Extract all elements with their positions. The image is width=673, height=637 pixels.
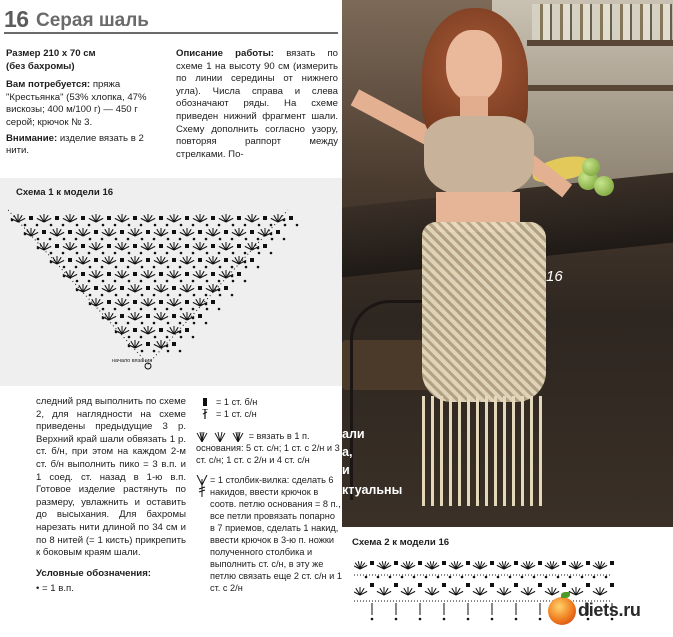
legend-fork: [196, 474, 342, 594]
legend-cluster: [196, 430, 342, 466]
attention-label: Внимание:: [6, 132, 58, 144]
legend-cluster-text: = вязать в 1 п. основания: 5 ст. с/н; 1 ст. с 2/н и 3 ст. с/н; 1 ст. с 2/н и 4 ст. с/н: [196, 431, 340, 465]
apple-logo-icon: [548, 597, 576, 625]
materials-text: пряжа "Крестьянка" (53% хлопка, 47% вискозы; 400 м/100 г) — 450 г серой; крючок № 3.: [6, 79, 147, 128]
article-title-bar: [4, 6, 338, 34]
diets-watermark[interactable]: [548, 595, 673, 629]
legend-sc: [196, 396, 342, 408]
scheme-1-diagram: [8, 204, 324, 382]
crochet-shawl: [422, 222, 546, 402]
fan-cluster-icon: [196, 432, 246, 442]
description-label: Описание работы:: [176, 48, 274, 59]
model-photo: 16 али а, и ктуальны: [342, 0, 673, 527]
model-number: 16: [4, 6, 29, 32]
legend-sc-text: = 1 ст. б/н: [216, 397, 258, 407]
materials-label: Вам потребуется:: [6, 79, 91, 91]
legend-fork-text: = 1 столбик-вилка: сделать 6 накидов, ввести крючок в соотв. петлю основания = 8 п., все петли провязать попарно в 7 приемов, сделать 1 накид, ввести крючок в 3-ю п. ножки полученного столбика и выполнить ст. с/н, в эту же петлю связать еще 2 ст. с/н и 1 ст. с 2/н: [210, 475, 342, 593]
single-crochet-icon: [196, 397, 214, 407]
legend-column: [196, 396, 342, 594]
article-title: Серая шаль: [36, 10, 149, 31]
scheme-1-panel: [0, 178, 342, 386]
attention-text: изделие вязать в 2 нити.: [6, 132, 144, 157]
size-note: (без бахромы): [6, 60, 75, 72]
description-column: [176, 48, 338, 161]
size-label: Размер 210 х 70 см: [6, 48, 96, 59]
finishing-column: [36, 396, 186, 596]
shawl-fringe: [422, 396, 546, 506]
watermark-text: diets.ru: [578, 600, 641, 620]
legend-title: Условные обозначения:: [36, 567, 151, 579]
legend-dc-text: = 1 ст. с/н: [216, 409, 257, 419]
start-label: начало вязания: [112, 358, 153, 364]
fork-stitch-icon: [196, 475, 208, 497]
finishing-text: следний ряд выполнить по схеме 2, для наглядности на схеме приведены предыдущие 3 р. Верхний край шали обвязать 1 р. ст. б/н, при этом на каждом 2-м ст. б/н выполнить пико = 3 в.п. и 1 соед. ст. назад в 1-ю в.п. Готовое изделие растянуть по размеру, увлажнить и оставить до высыхания. Для бахромы нарезать нити длиной по 34 см и по 8 нитей (= 1 кисть) прикрепить к боковым краям шали.: [36, 396, 186, 559]
scheme-1-title: Схема 1 к модели 16: [16, 187, 114, 198]
legend-chain-text: = 1 в.п.: [42, 583, 74, 595]
legend-chain: • = 1 в.п.: [36, 583, 74, 595]
scheme-2-title: Схема 2 к модели 16: [352, 537, 450, 548]
legend-dc: [196, 408, 342, 420]
photo-model-number: 16: [546, 268, 563, 285]
double-crochet-icon: [196, 409, 214, 419]
description-text: вязать по схеме 1 на высоту 90 см (измерить по линии середины от нижнего угла). Числа справа и слева обозначают ряды. На схеме приведен нижний фрагмент шали. Схему дополнить согласно узору, повторяя раппорт между стрелками. По-: [176, 48, 339, 160]
materials-column: [6, 48, 166, 158]
